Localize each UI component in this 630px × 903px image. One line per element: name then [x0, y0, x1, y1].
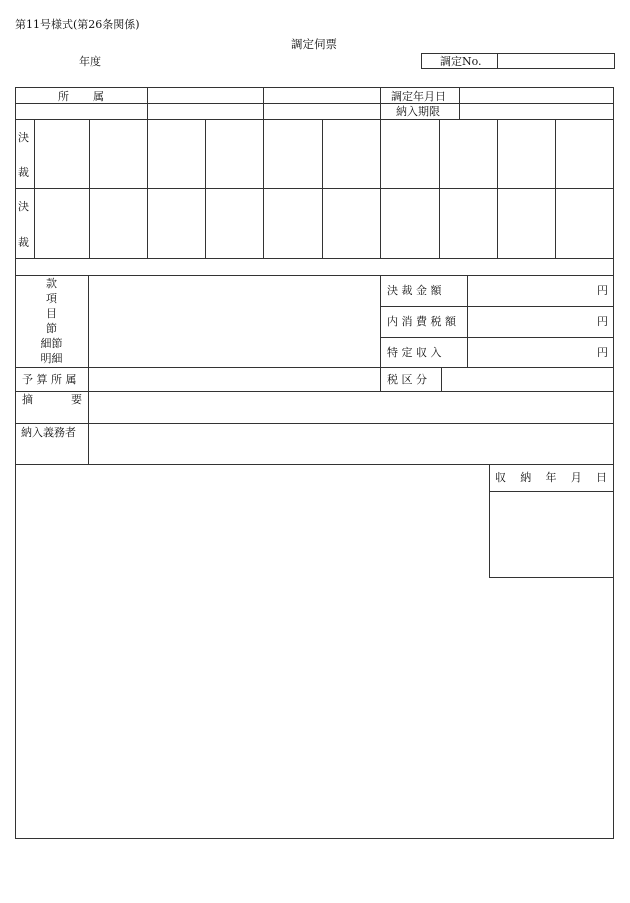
budget-label-kou: 項 [46, 292, 57, 305]
budget-label-moku: 目 [46, 307, 57, 320]
approval-label-1-bottom: 裁 [18, 166, 29, 179]
payment-deadline-label: 納入期限 [396, 105, 440, 118]
budget-label-meisai: 明細 [40, 352, 63, 365]
approved-amount-unit: 円 [597, 284, 608, 297]
adjustment-date-label: 調定年月日 [391, 90, 446, 103]
page-title: 調定伺票 [291, 37, 337, 51]
tax-category-label: 税 区 分 [387, 373, 427, 386]
fiscal-year-label: 年度 [79, 55, 101, 68]
budget-label-setsu: 節 [46, 322, 57, 335]
approved-amount-label: 決 裁 金 額 [387, 284, 442, 297]
approval-label-2-top: 決 [18, 200, 29, 213]
form-frame [15, 87, 614, 839]
budget-label-kan: 款 [46, 277, 57, 290]
form-number: 第11号様式(第26条関係) [15, 18, 140, 31]
consumption-tax-label: 内 消 費 税 額 [387, 315, 456, 328]
approval-label-2-bottom: 裁 [18, 236, 29, 249]
adjustment-no-label: 調定No. [440, 55, 482, 68]
payer-label: 納入義務者 [21, 426, 76, 439]
summary-label: 摘 要 [22, 393, 82, 406]
budget-department-label: 予 算 所 属 [22, 373, 77, 386]
specific-income-label: 特 定 収 入 [387, 346, 442, 359]
budget-label-saisetsu: 細節 [40, 337, 63, 350]
department-label: 所 属 [58, 90, 104, 103]
receipt-date-label: 収 納 年 月 日 [495, 471, 607, 484]
approval-label-1-top: 決 [18, 131, 29, 144]
consumption-tax-unit: 円 [597, 315, 608, 328]
specific-income-unit: 円 [597, 346, 608, 359]
